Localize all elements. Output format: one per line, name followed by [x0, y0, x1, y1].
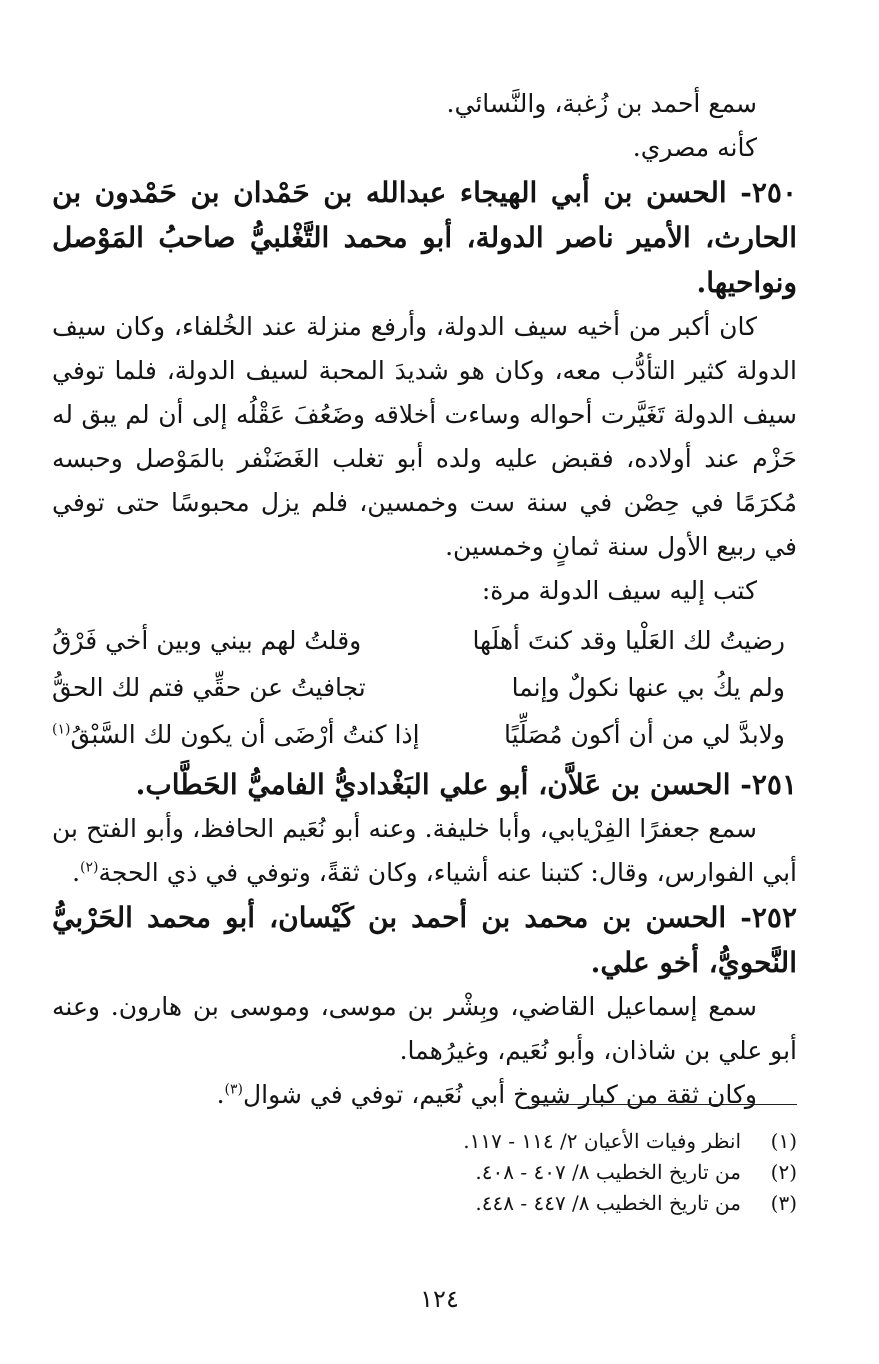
footnotes: [52, 1126, 797, 1219]
footnote: [52, 1126, 797, 1157]
entry-250-heading: [52, 170, 797, 305]
footnote-divider: [532, 1104, 797, 1105]
page-number: ١٢٤: [420, 1285, 459, 1313]
sentence-end: .: [216, 1080, 225, 1109]
verse-line: [52, 664, 797, 711]
first-hemistich: ولابدَّ لي من أن أكون مُصَلِّيًا: [504, 720, 785, 749]
footnote-ref: (٣): [224, 1081, 243, 1098]
footnote-number: (٢): [770, 1160, 797, 1184]
main-text: [52, 82, 797, 1117]
entry-number: ٢٥١-: [740, 768, 797, 801]
footnote-text: من تاريخ الخطيب ٨/ ٤٤٧ - ٤٤٨.: [475, 1191, 741, 1215]
entry-number: ٢٥٠-: [740, 176, 797, 209]
footnote-number: (٣): [770, 1191, 797, 1215]
entry-title: الحسن بن عَلاَّن، أبو علي البَغْداديُّ الفاميُّ الحَطَّاب.: [135, 768, 731, 801]
footnote-text: انظر وفيات الأعيان ٢/ ١١٤ - ١١٧.: [463, 1129, 741, 1153]
second-hemistich: إذا كنتُ أرْضَى أن يكون لك السَّبْقُ: [70, 720, 420, 749]
entry-252-heading: [52, 895, 797, 985]
entry-title: الحسن بن محمد بن أحمد بن كَيْسان، أبو محمد الحَرْبيُّ النَّحويُّ، أخو علي.: [52, 901, 797, 979]
footnote-number: (١): [770, 1129, 797, 1153]
first-hemistich: ولم يكُ بي عنها نكولٌ وإنما: [511, 673, 785, 702]
sentence-end: .: [72, 858, 81, 887]
footnote: [52, 1157, 797, 1188]
footnote-ref: (١): [52, 721, 71, 738]
entry-title: الحسن بن أبي الهيجاء عبدالله بن حَمْدان بن حَمْدون بن الحارث، الأمير ناصر الدولة، أبو محمد التَّغْلبيُّ صاحبُ المَوْصل ونواحيها.: [52, 176, 797, 299]
poem: [52, 617, 797, 758]
footnote: [52, 1188, 797, 1219]
entry-252-body: سمع إسماعيل القاضي، وبِشْر بن موسى، وموسى بن هارون. وعنه أبو علي بن شاذان، وأبو نُعَيم، وغيرُهما.: [52, 992, 797, 1065]
entry-252-body-2: [52, 1073, 797, 1117]
first-hemistich: رضيتُ لك العَلْيا وقد كنتَ أهلَها: [472, 626, 785, 655]
second-hemistich: وقلتُ لهم بيني وبين أخي فَرْقُ: [52, 626, 362, 655]
entry-250-body: كان أكبر من أخيه سيف الدولة، وأرفع منزلة عند الخُلفاء، وكان سيف الدولة كثير التأدُّب معه، وكان هو شديدَ المحبة لسيف الدولة، فلما توفي سيف الدولة تَغَيَّرت أحواله وساءت أخلاقه وضَعُفَ عَقْلُه إلى أن لم يبق له حَزْم عند أولاده، فقبض عليه ولده أبو تغلب الغَضَنْفر بالمَوْصل وحبسه مُكرَمًا في حِصْن في سنة ست وخمسين، فلم يزل محبوسًا حتى توفي في ربيع الأول سنة ثمانٍ وخمسين.: [52, 312, 797, 561]
footnote-text: من تاريخ الخطيب ٨/ ٤٠٧ - ٤٠٨.: [475, 1160, 741, 1184]
second-hemistich-with-note: [52, 711, 420, 758]
entry-body-text: وكان ثقة من كبار شيوخ أبي نُعَيم، توفي في شوال: [242, 1080, 757, 1109]
paragraph: كأنه مصري.: [632, 133, 757, 162]
entry-body-text: سمع جعفرًا الفِرْيابي، وأبا خليفة. وعنه أبو نُعَيم الحافظ، وأبو الفتح بن أبي الفوارس، وقال: كتبنا عنه أشياء، وكان ثقةً، وتوفي في ذي الحجة: [52, 814, 797, 887]
entry-251-body: [52, 807, 797, 895]
verse-line: [52, 617, 797, 664]
paragraph: سمع أحمد بن زُغبة، والنَّسائي.: [446, 89, 757, 118]
footnote-ref: (٢): [80, 859, 99, 876]
entry-251-heading: [52, 762, 797, 807]
second-hemistich: تجافيتُ عن حقِّي فتم لك الحقُّ: [52, 673, 366, 702]
verse-line: [52, 711, 797, 758]
poem-intro: كتب إليه سيف الدولة مرة:: [481, 576, 757, 605]
entry-number: ٢٥٢-: [740, 901, 797, 934]
